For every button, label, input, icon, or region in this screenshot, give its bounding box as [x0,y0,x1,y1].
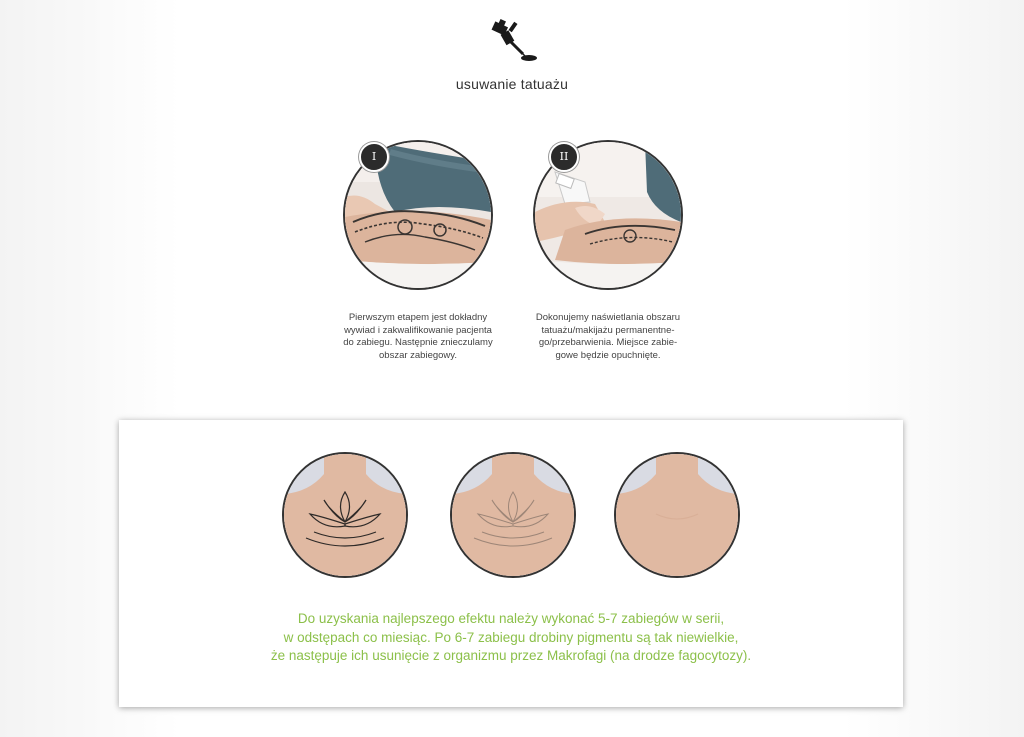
tattoo-fading-photo [452,454,574,576]
step-1-line-1: Pierwszym etapem jest dokładny [348,312,488,323]
step-1-line-4: obszar zabiegowy. [379,349,457,361]
step-2-description [518,312,698,362]
step-1-line-2: wywiad i zakwalifikowanie pacjenta [344,324,492,336]
results-line-3: że następuje ich usunięcie z organizmu przez Makrofagi (na drodze fagocytozy). [270,648,752,663]
step-2-line-3: go/przebarwienia. Miejsce zabie- [538,337,678,348]
step-2-line-2: tatuażu/makijażu permanentne- [541,324,675,336]
step-1-line-3: do zabiegu. Następnie znieczulamy [343,337,493,348]
results-line-2: w odstępach co miesiąc. Po 6-7 zabiegu drobiny pigmentu są tak niewielkie, [283,629,739,645]
result-fading-image [450,452,576,578]
results-description [119,610,903,666]
step-1-badge: I [359,142,389,172]
results-line-1: Do uzyskania najlepszego efektu należy wykonać 5-7 zabiegów w serii, [297,611,725,626]
tattoo-before-photo [284,454,406,576]
step-2-line-4: gowe będzie opuchnięte. [555,349,661,361]
page-title: usuwanie tatuażu [455,76,569,92]
result-before-image [282,452,408,578]
tattoo-removed-photo [616,454,738,576]
result-removed-image [614,452,740,578]
step-1-description [328,312,508,362]
tattoo-machine-icon [489,18,539,64]
step-2-line-1: Dokonujemy naświetlania obszaru [535,312,681,323]
step-2-badge: II [549,142,579,172]
results-panel [119,420,903,707]
